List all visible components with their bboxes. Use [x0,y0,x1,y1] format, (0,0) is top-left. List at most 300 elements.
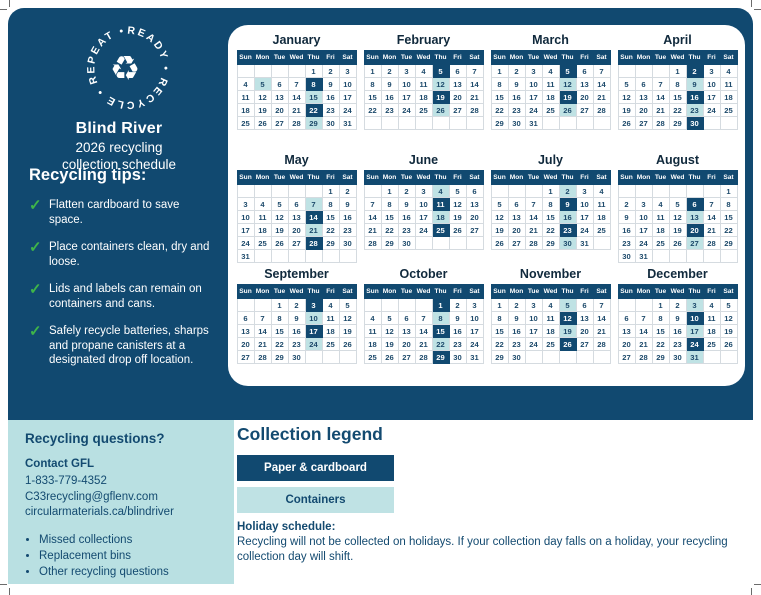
day-cell: 31 [466,351,483,364]
day-cell: 29 [491,351,508,364]
day-cell: 12 [254,91,271,104]
day-cell: 24 [635,237,652,250]
day-cell: 30 [322,117,339,130]
weekday-header: Tue [525,285,542,299]
day-cell: 9 [686,78,703,91]
day-cell [703,117,720,130]
day-cell [271,250,288,263]
month-december [617,267,738,364]
tip-item [29,240,215,269]
weekday-header: Fri [703,51,720,65]
day-cell: 11 [720,78,737,91]
day-cell [593,117,610,130]
day-cell: 26 [381,351,398,364]
day-cell: 28 [254,351,271,364]
day-cell: 15 [364,91,381,104]
day-cell: 14 [415,325,432,338]
weekday-header: Sat [339,171,356,185]
day-cell: 10 [305,312,322,325]
weekday-header: Sun [364,171,381,185]
weekday-header: Wed [669,171,686,185]
day-cell: 17 [237,224,254,237]
day-cell [635,299,652,312]
day-cell: 25 [322,338,339,351]
day-cell: 8 [432,312,449,325]
day-cell: 9 [618,211,635,224]
calendar-row [236,267,738,364]
day-cell: 27 [398,351,415,364]
day-cell: 14 [593,78,610,91]
weekday-header: Wed [542,171,559,185]
city-title: Blind River [75,120,163,137]
weekday-header: Tue [271,51,288,65]
calendar-row [236,153,738,263]
day-cell: 11 [652,211,669,224]
day-cell: 24 [686,338,703,351]
contact-box [8,420,234,584]
day-cell: 21 [288,104,305,117]
day-cell: 20 [635,104,652,117]
day-cell: 11 [322,312,339,325]
day-cell [525,185,542,198]
check-icon: ✓ [29,323,42,340]
day-cell: 28 [652,117,669,130]
day-cell: 1 [652,299,669,312]
day-cell: 15 [271,325,288,338]
day-cell: 11 [254,211,271,224]
day-cell: 17 [339,91,356,104]
day-cell: 5 [271,198,288,211]
day-cell: 31 [686,351,703,364]
day-cell: 7 [652,78,669,91]
weekday-header: Tue [398,51,415,65]
day-cell: 16 [449,325,466,338]
day-cell: 15 [491,325,508,338]
day-cell: 9 [508,78,525,91]
day-cell: 18 [542,91,559,104]
day-cell: 17 [576,211,593,224]
day-cell [305,351,322,364]
day-cell: 21 [305,224,322,237]
day-cell: 25 [542,338,559,351]
day-cell: 12 [618,91,635,104]
day-cell: 21 [415,338,432,351]
day-cell [288,250,305,263]
day-cell: 2 [559,185,576,198]
day-cell: 26 [271,237,288,250]
day-cell: 3 [466,299,483,312]
month-may [236,153,357,263]
day-cell: 8 [381,198,398,211]
day-cell: 6 [271,78,288,91]
day-cell: 25 [593,224,610,237]
day-cell: 27 [618,351,635,364]
weekday-header: Sun [618,171,635,185]
day-cell: 7 [305,198,322,211]
day-cell: 31 [237,250,254,263]
day-cell [254,250,271,263]
tip-item [29,198,215,227]
day-cell: 13 [288,211,305,224]
day-cell: 28 [466,104,483,117]
day-cell: 15 [720,211,737,224]
day-cell [576,117,593,130]
day-cell: 29 [271,351,288,364]
day-cell: 12 [559,312,576,325]
contact-email[interactable]: C33recycling@gflenv.com [25,490,158,503]
tip-item [29,282,215,311]
day-cell [364,117,381,130]
weekday-header: Mon [381,51,398,65]
day-cell: 9 [381,78,398,91]
day-cell: 13 [508,211,525,224]
month-title: April [663,33,692,47]
day-cell: 28 [703,237,720,250]
weekday-header: Fri [576,171,593,185]
day-cell: 5 [449,185,466,198]
calendar-row [236,33,738,130]
weekday-header: Mon [254,285,271,299]
day-cell [720,117,737,130]
crop-mark [0,584,7,585]
weekday-header: Tue [525,171,542,185]
crop-mark [751,0,752,7]
day-cell: 13 [576,312,593,325]
day-cell: 28 [364,237,381,250]
day-cell: 29 [720,237,737,250]
day-cell [618,65,635,78]
day-cell [415,117,432,130]
day-cell: 3 [339,65,356,78]
day-cell: 17 [305,325,322,338]
crop-mark [0,9,7,10]
weekday-header: Wed [542,285,559,299]
day-cell: 10 [339,78,356,91]
day-cell: 7 [593,299,610,312]
day-cell [305,250,322,263]
day-cell: 28 [525,237,542,250]
day-cell [271,65,288,78]
day-cell: 12 [271,211,288,224]
day-cell: 27 [576,338,593,351]
day-cell: 2 [449,299,466,312]
day-cell: 22 [652,338,669,351]
day-cell: 30 [686,117,703,130]
weekday-header: Sun [237,51,254,65]
weekday-header: Fri [322,51,339,65]
day-cell: 8 [364,78,381,91]
weekday-header: Wed [288,171,305,185]
day-cell: 20 [271,104,288,117]
day-cell: 2 [618,198,635,211]
day-cell: 5 [618,78,635,91]
weekday-header: Fri [322,285,339,299]
day-cell: 23 [686,104,703,117]
day-cell [237,185,254,198]
day-cell: 26 [559,338,576,351]
day-cell: 13 [237,325,254,338]
subtitle-line-1: 2026 recycling [75,140,163,155]
weekday-header: Sat [593,285,610,299]
day-cell: 24 [525,338,542,351]
day-cell: 20 [618,338,635,351]
day-cell: 4 [593,185,610,198]
day-cell: 12 [449,198,466,211]
day-cell: 2 [508,299,525,312]
day-cell: 20 [466,211,483,224]
day-cell: 5 [559,65,576,78]
day-cell [593,237,610,250]
day-cell: 8 [720,198,737,211]
contact-bullet-list [25,532,169,580]
weekday-header: Sun [364,285,381,299]
day-cell: 19 [254,104,271,117]
day-cell: 10 [686,312,703,325]
month-january [236,33,357,130]
subtitle-line-2: collection schedule [61,156,177,172]
day-cell [669,250,686,263]
contact-website[interactable]: circularmaterials.ca/blindriver [25,506,174,518]
day-cell: 9 [322,78,339,91]
day-cell: 13 [635,91,652,104]
day-cell [576,351,593,364]
holiday-heading: Holiday schedule: [237,521,336,533]
month-table [618,170,738,263]
day-cell: 29 [305,117,322,130]
day-cell: 4 [415,65,432,78]
holiday-text: Recycling will not be collected on holidays. If your collection day falls on a holiday, your recycling collection day will shift. [237,536,728,563]
day-cell: 22 [542,224,559,237]
day-cell: 22 [720,224,737,237]
day-cell: 30 [288,351,305,364]
day-cell [542,117,559,130]
day-cell [254,65,271,78]
day-cell: 22 [381,224,398,237]
day-cell [720,250,737,263]
day-cell: 7 [635,312,652,325]
day-cell: 14 [305,211,322,224]
day-cell: 8 [305,78,322,91]
day-cell [288,185,305,198]
day-cell: 3 [703,65,720,78]
day-cell [491,185,508,198]
day-cell: 6 [466,185,483,198]
day-cell: 30 [669,351,686,364]
day-cell: 10 [237,211,254,224]
weekday-header: Wed [288,285,305,299]
day-cell: 13 [686,211,703,224]
weekday-header: Tue [525,51,542,65]
calendar-panel [228,25,745,386]
month-title: August [655,153,700,167]
day-cell: 20 [398,338,415,351]
day-cell: 7 [525,198,542,211]
day-cell: 19 [618,104,635,117]
day-cell: 30 [449,351,466,364]
day-cell: 30 [339,237,356,250]
day-cell: 15 [322,211,339,224]
day-cell: 14 [364,211,381,224]
recycle-symbol-icon: ♻ [109,49,141,89]
month-title: October [399,267,448,281]
day-cell: 16 [559,211,576,224]
day-cell: 4 [542,65,559,78]
day-cell: 28 [305,237,322,250]
day-cell: 16 [618,224,635,237]
day-cell: 7 [364,198,381,211]
weekday-header: Mon [508,51,525,65]
day-cell [237,299,254,312]
day-cell [559,117,576,130]
weekday-header: Sat [339,285,356,299]
day-cell: 2 [381,65,398,78]
day-cell: 2 [669,299,686,312]
day-cell: 19 [339,325,356,338]
weekday-header: Tue [652,171,669,185]
day-cell: 21 [652,104,669,117]
crop-mark [9,588,10,595]
day-cell: 21 [703,224,720,237]
day-cell: 14 [703,211,720,224]
day-cell [652,250,669,263]
day-cell: 31 [576,237,593,250]
month-table [237,284,357,364]
day-cell [652,185,669,198]
weekday-header: Mon [635,285,652,299]
day-cell: 15 [669,91,686,104]
day-cell: 5 [381,312,398,325]
day-cell [652,65,669,78]
day-cell: 28 [635,351,652,364]
month-title: September [264,267,329,281]
day-cell: 22 [364,104,381,117]
day-cell: 22 [305,104,322,117]
tip-item [29,324,215,368]
day-cell: 17 [466,325,483,338]
day-cell [542,351,559,364]
contact-phone[interactable]: 1-833-779-4352 [25,475,107,487]
weekday-header: Tue [271,171,288,185]
day-cell: 18 [322,325,339,338]
day-cell: 19 [491,224,508,237]
month-title: July [537,153,563,167]
crop-mark [751,588,752,595]
day-cell: 13 [618,325,635,338]
day-cell: 8 [542,198,559,211]
day-cell: 24 [576,224,593,237]
month-table [237,50,357,130]
day-cell: 17 [398,91,415,104]
day-cell: 14 [635,325,652,338]
day-cell: 14 [466,78,483,91]
day-cell: 11 [364,325,381,338]
weekday-header: Thu [559,285,576,299]
weekday-header: Sat [720,51,737,65]
day-cell: 24 [415,224,432,237]
day-cell: 1 [432,299,449,312]
day-cell: 15 [432,325,449,338]
day-cell: 20 [288,224,305,237]
day-cell: 23 [381,104,398,117]
day-cell: 25 [652,237,669,250]
day-cell: 20 [576,325,593,338]
day-cell [466,237,483,250]
legend-heading: Collection legend [237,424,383,444]
day-cell: 27 [237,351,254,364]
day-cell: 12 [559,78,576,91]
day-cell: 29 [322,237,339,250]
day-cell: 10 [525,78,542,91]
day-cell: 2 [686,65,703,78]
day-cell: 1 [491,65,508,78]
day-cell [254,185,271,198]
day-cell [254,299,271,312]
day-cell [669,185,686,198]
logo [77,20,173,116]
day-cell [398,299,415,312]
day-cell: 22 [491,104,508,117]
weekday-header: Mon [381,285,398,299]
day-cell [449,237,466,250]
day-cell: 12 [381,325,398,338]
day-cell: 21 [525,224,542,237]
day-cell: 6 [618,312,635,325]
month-october [363,267,484,364]
day-cell: 7 [254,312,271,325]
day-cell: 16 [686,91,703,104]
contact-bullet-item: • Other recycling questions [39,564,169,580]
day-cell [322,250,339,263]
month-august [617,153,738,263]
weekday-header: Fri [449,51,466,65]
check-icon: ✓ [29,281,42,298]
day-cell: 3 [525,65,542,78]
day-cell: 4 [432,185,449,198]
day-cell: 2 [398,185,415,198]
day-cell: 22 [432,338,449,351]
day-cell: 22 [322,224,339,237]
month-title: January [272,33,321,47]
day-cell: 1 [491,299,508,312]
tip-text: Flatten cardboard to save space. [49,199,180,226]
day-cell: 7 [466,65,483,78]
day-cell: 17 [415,211,432,224]
weekday-header: Thu [686,285,703,299]
sidebar [8,8,230,420]
weekday-header: Mon [508,285,525,299]
day-cell: 20 [576,91,593,104]
day-cell: 26 [720,338,737,351]
day-cell: 8 [322,198,339,211]
day-cell: 30 [398,237,415,250]
weekday-header: Sat [466,171,483,185]
day-cell: 1 [720,185,737,198]
day-cell: 26 [559,104,576,117]
weekday-header: Thu [432,171,449,185]
day-cell: 27 [686,237,703,250]
weekday-header: Wed [415,51,432,65]
day-cell: 26 [669,237,686,250]
day-cell: 18 [652,224,669,237]
day-cell: 23 [449,338,466,351]
day-cell: 23 [618,237,635,250]
day-cell [525,351,542,364]
day-cell: 18 [720,91,737,104]
day-cell [381,299,398,312]
day-cell: 21 [593,325,610,338]
day-cell: 23 [508,338,525,351]
day-cell: 25 [542,104,559,117]
